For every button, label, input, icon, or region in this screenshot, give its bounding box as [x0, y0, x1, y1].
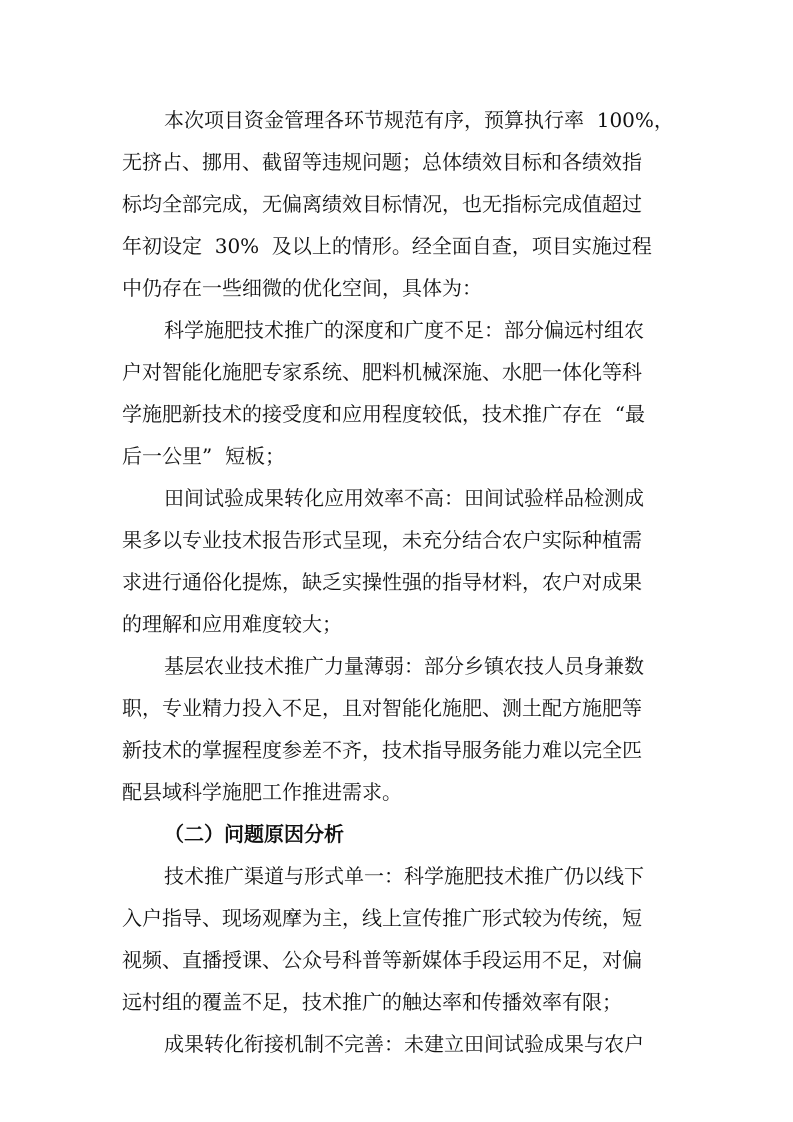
text-line: 果多以专业技术报告形式呈现，未充分结合农户实际种植需 — [122, 528, 642, 552]
text-line: 入户指导、现场观摩为主，线上宣传推广形式较为传统，短 — [122, 906, 642, 930]
text-line: 中仍存在一些细微的优化空间，具体为： — [122, 276, 482, 300]
text-line: 无挤占、挪用、截留等违规问题；总体绩效目标和各绩效指 — [122, 150, 642, 174]
section-heading: （二）问题原因分析 — [164, 822, 344, 846]
text-line: 后一公里” 短板； — [122, 444, 285, 468]
text-line: 基层农业技术推广力量薄弱：部分乡镇农技人员身兼数 — [164, 654, 644, 678]
text-line: 远村组的覆盖不足，技术推广的触达率和传播效率有限； — [122, 990, 622, 1014]
text-line: 视频、直播授课、公众号科普等新媒体手段运用不足，对偏 — [122, 948, 642, 972]
text-line: 职，专业精力投入不足，且对智能化施肥、测土配方施肥等 — [122, 696, 642, 720]
text-line: 科学施肥技术推广的深度和广度不足：部分偏远村组农 — [164, 318, 644, 342]
text-line: 学施肥新技术的接受度和应用程度较低，技术推广存在 “最 — [122, 402, 645, 426]
text-line: 配县域科学施肥工作推进需求。 — [122, 780, 402, 804]
text-line: 田间试验成果转化应用效率不高：田间试验样品检测成 — [164, 486, 644, 510]
text-line: 本次项目资金管理各环节规范有序，预算执行率 100%， — [164, 108, 674, 132]
text-line: 户对智能化施肥专家系统、肥料机械深施、水肥一体化等科 — [122, 360, 642, 384]
text-line: 技术推广渠道与形式单一：科学施肥技术推广仍以线下 — [164, 864, 644, 888]
text-line: 标均全部完成，无偏离绩效目标情况，也无指标完成值超过 — [122, 192, 642, 216]
text-line: 年初设定 30% 及以上的情形。经全面自查，项目实施过程 — [122, 234, 652, 258]
text-line: 的理解和应用难度较大； — [122, 612, 342, 636]
text-line: 成果转化衔接机制不完善：未建立田间试验成果与农户 — [164, 1032, 644, 1056]
text-line: 新技术的掌握程度参差不齐，技术指导服务能力难以完全匹 — [122, 738, 642, 762]
text-line: 求进行通俗化提炼，缺乏实操性强的指导材料，农户对成果 — [122, 570, 642, 594]
